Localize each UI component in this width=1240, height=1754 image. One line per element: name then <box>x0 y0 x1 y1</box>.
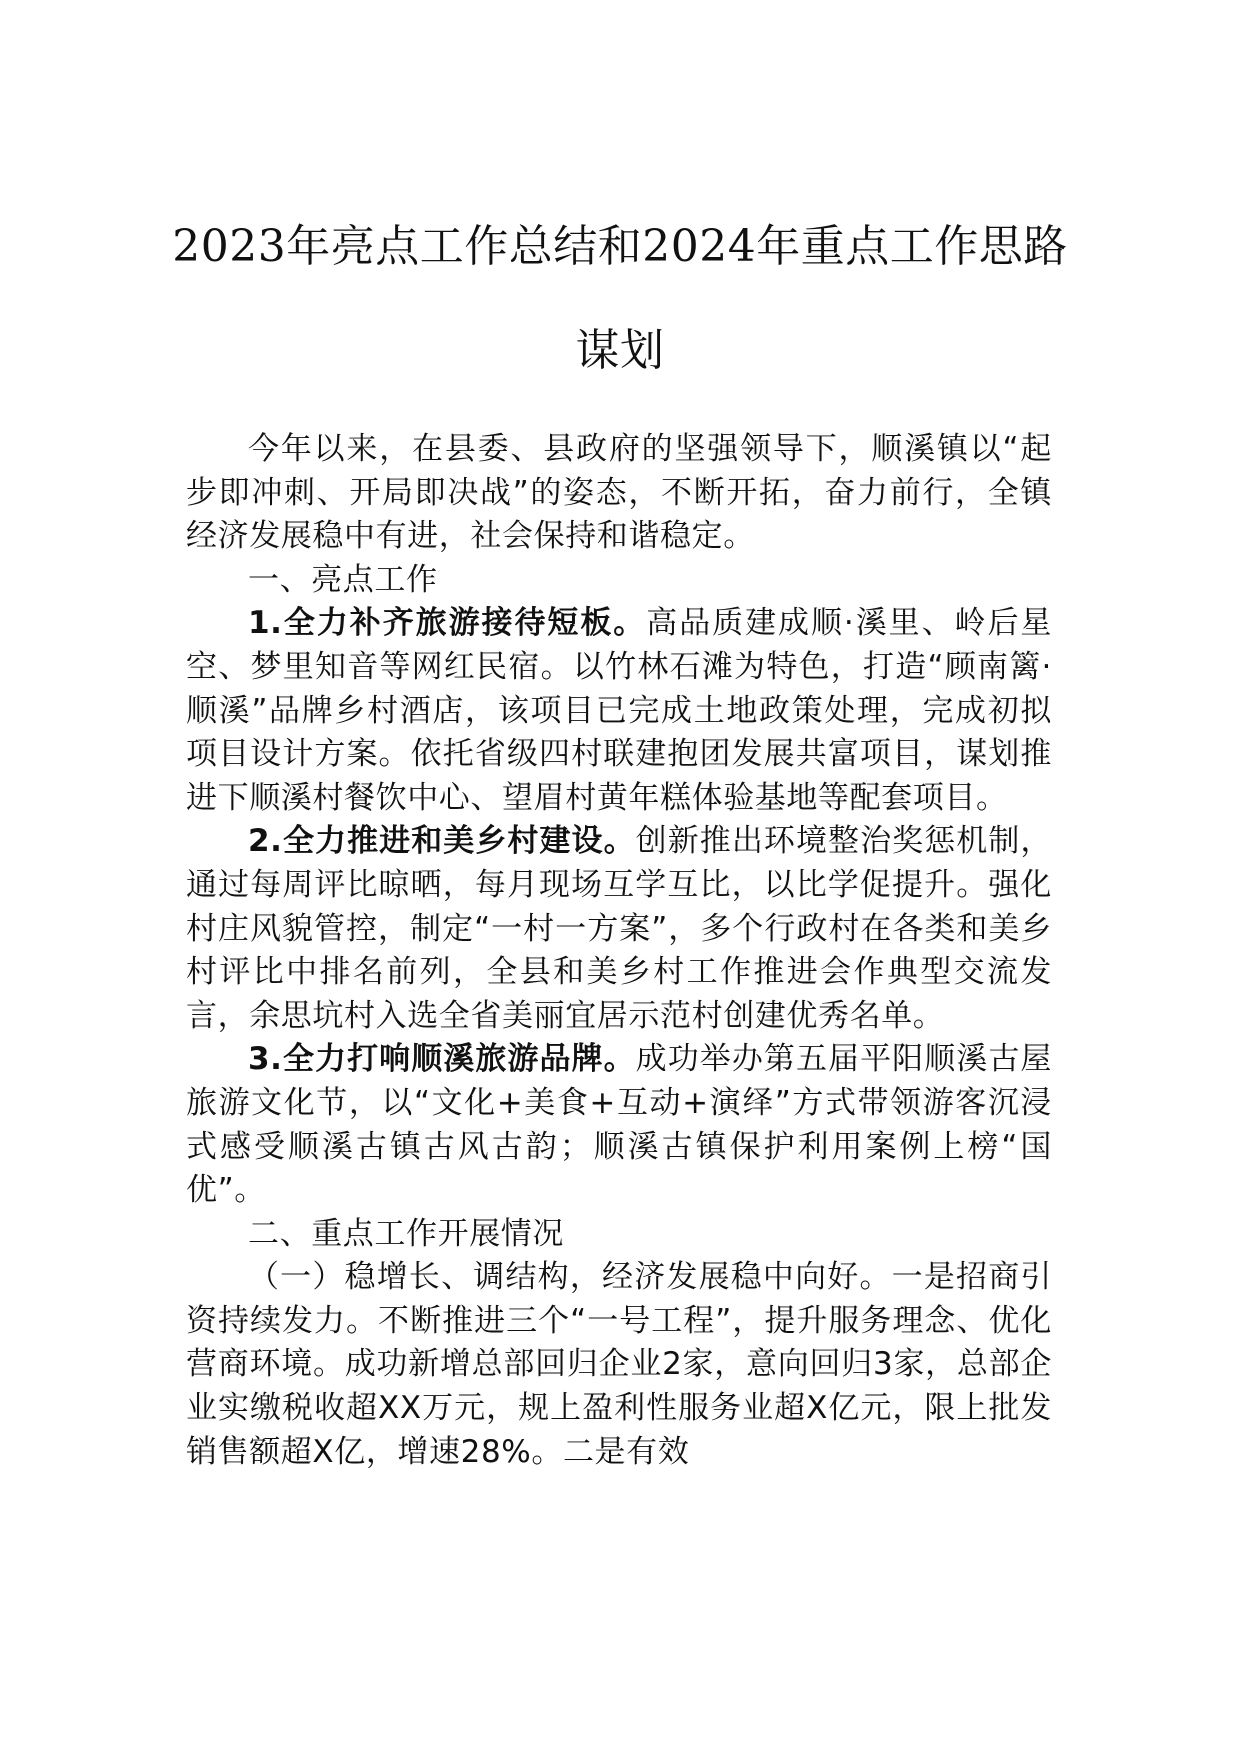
paragraph-intro <box>186 428 1052 559</box>
paragraph-text: 成功举办第五届平阳顺溪古屋旅游文化节，以“文化+美食+互动+演绎”方式带领游客沉浸式感受顺溪古镇古风古韵；顺溪古镇保护利用案例上榜“国优”。 <box>186 1041 1052 1209</box>
paragraph-highlight-2 <box>186 820 1052 1038</box>
paragraph-lead: 2.全力推进和美乡村建设。 <box>248 823 636 860</box>
paragraph-lead: 1.全力补齐旅游接待短板。 <box>248 605 647 642</box>
paragraph-lead: 3.全力打响顺溪旅游品牌。 <box>248 1041 636 1078</box>
paragraph-highlight-1 <box>186 602 1052 820</box>
paragraph-text: 高品质建成顺·溪里、岭后星空、梦里知音等网红民宿。以竹林石滩为特色，打造“顾南篱·顺溪”品牌乡村酒店，该项目已完成土地政策处理，完成初拟项目设计方案。依托省级四村联建抱团发展共富项目，谋划推进下顺溪村餐饮中心、望眉村黄年糕体验基地等配套项目。 <box>186 605 1052 816</box>
paragraph-highlight-3 <box>186 1038 1052 1212</box>
section-heading-highlights <box>186 559 1052 603</box>
paragraph-key-work-1 <box>186 1256 1052 1474</box>
document-title: 2023年亮点工作总结和2024年重点工作思路谋划 <box>172 221 1068 376</box>
paragraph-text: （一）稳增长、调结构，经济发展稳中向好。一是招商引资持续发力。不断推进三个“一号工程”，提升服务理念、优化营商环境。成功新增总部回归企业2家，意向回归3家，总部企业实缴税收超XX万元，规上盈利性服务业超X亿元，限上批发销售额超X亿，增速28%。二是有效 <box>186 1259 1052 1470</box>
paragraph-text: 一、亮点工作 <box>248 561 438 598</box>
document-body <box>186 428 1052 1474</box>
paragraph-text: 今年以来，在县委、县政府的坚强领导下，顺溪镇以“起步即冲刺、开局即决战”的姿态，不断开拓，奋力前行，全镇经济发展稳中有进，社会保持和谐稳定。 <box>186 431 1052 555</box>
paragraph-text: 创新推出环境整治奖惩机制，通过每周评比晾晒，每月现场互学互比，以比学促提升。强化村庄风貌管控，制定“一村一方案”，多个行政村在各类和美乡村评比中排名前列，全县和美乡村工作推进会作典型交流发言，余思坑村入选全省美丽宜居示范村创建优秀名单。 <box>186 823 1052 1034</box>
paragraph-text: 二、重点工作开展情况 <box>248 1215 564 1252</box>
section-heading-key-work <box>186 1213 1052 1257</box>
